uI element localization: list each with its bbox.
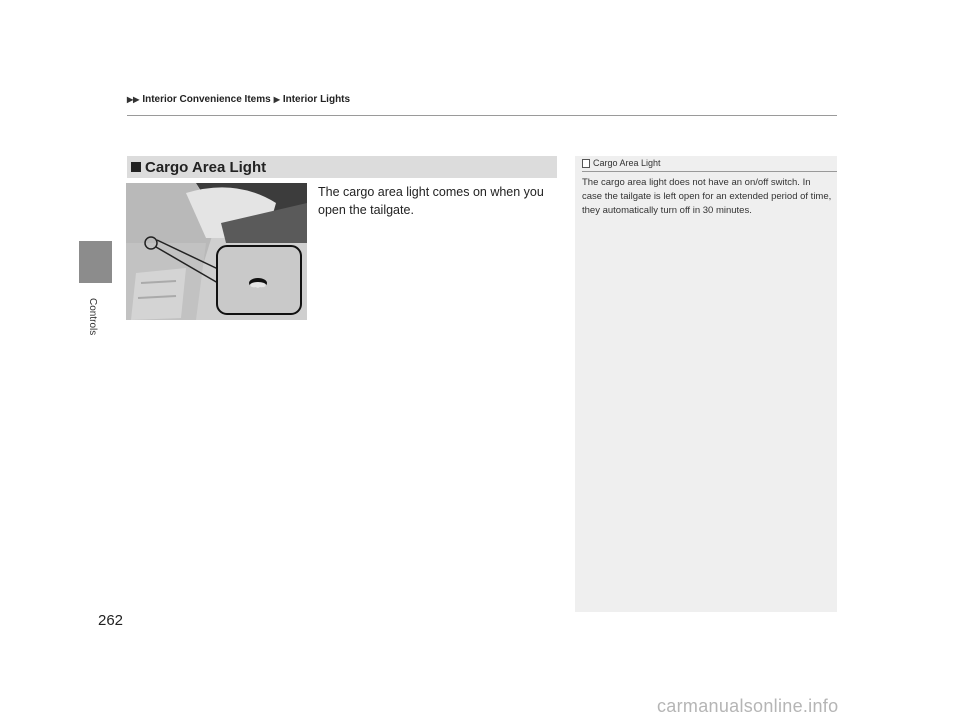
section-header <box>127 156 557 178</box>
cargo-light-photo <box>126 183 307 320</box>
section-title: Cargo Area Light <box>145 158 267 176</box>
note-icon <box>582 159 590 168</box>
section-body: The cargo area light comes on when you open the tailgate. <box>318 185 544 217</box>
note-panel <box>575 156 837 612</box>
breadcrumb-item-interior-lights[interactable]: Interior Lights <box>282 94 351 105</box>
breadcrumb-item-interior-convenience[interactable]: Interior Convenience Items <box>142 94 271 105</box>
chapter-tab <box>79 241 112 283</box>
note-header <box>582 158 661 168</box>
square-bullet-icon <box>131 162 141 172</box>
double-arrow-icon: ▶▶ <box>127 95 140 104</box>
cargo-light-illustration <box>126 183 307 320</box>
chapter-label[interactable]: Controls <box>87 298 98 336</box>
note-text: The cargo area light does not have an on/off switch. In case the tailgate is left open for an extended period of time, they automatically turn off in 30 minutes. <box>582 177 832 216</box>
note-title: Cargo Area Light <box>593 158 661 168</box>
arrow-icon: ▶ <box>273 95 280 104</box>
note-rule <box>582 171 837 172</box>
page-number: 262 <box>98 612 124 629</box>
breadcrumb <box>127 94 350 105</box>
watermark: carmanualsonline.info <box>657 696 839 716</box>
header-rule <box>127 115 837 116</box>
